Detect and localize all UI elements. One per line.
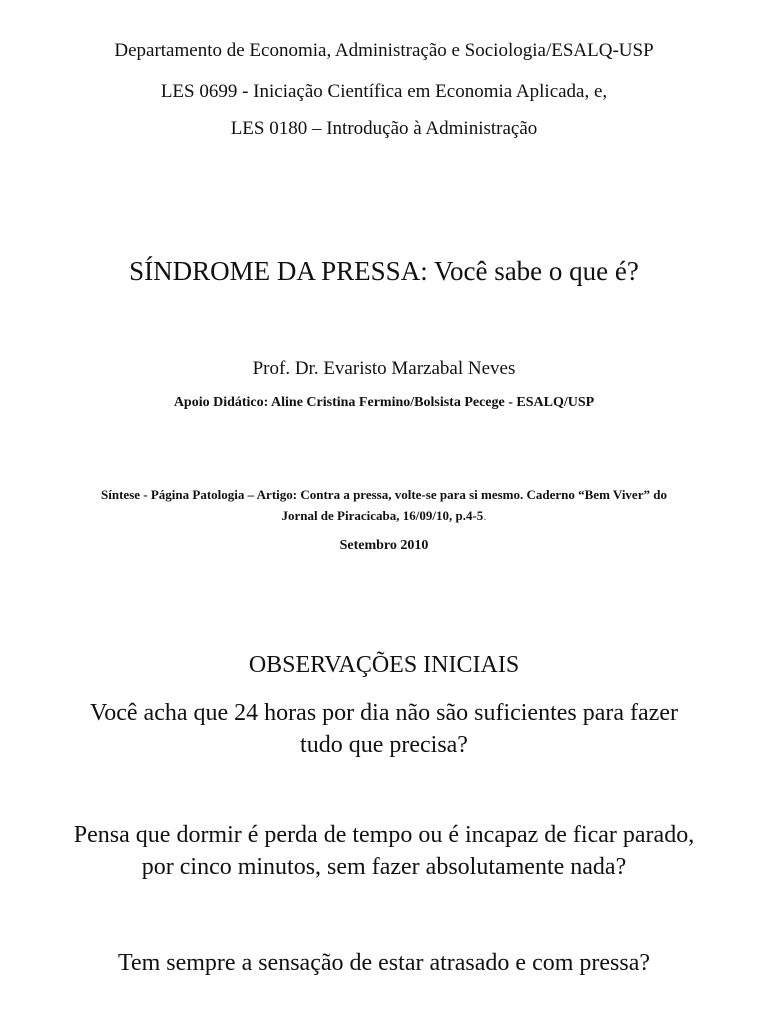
synthesis-end-mark: . <box>483 508 487 523</box>
question-1-line-2: tudo que precisa? <box>300 732 468 758</box>
header-course-les0180: LES 0180 – Introdução à Administração <box>230 118 538 139</box>
section-title: OBSERVAÇÕES INICIAIS <box>248 652 520 678</box>
synthesis-line-1: Síntese - Página Patologia – Artigo: Contra a pressa, volte-se para si mesmo. Caderno “Bem Viver” do <box>101 487 667 502</box>
author-name: Prof. Dr. Evaristo Marzabal Neves <box>252 358 516 379</box>
document-date: Setembro 2010 <box>339 538 429 553</box>
didactic-support: Apoio Didático: Aline Cristina Fermino/Bolsista Pecege - ESALQ/USP <box>173 395 595 410</box>
header-department: Departamento de Economia, Administração e Sociologia/ESALQ-USP <box>114 40 654 61</box>
question-3-line-1: Tem sempre a sensação de estar atrasado e com pressa? <box>117 950 651 976</box>
header-course-les0699: LES 0699 - Iniciação Científica em Economia Aplicada, e, <box>160 81 608 102</box>
question-2-line-2: por cinco minutos, sem fazer absolutamente nada? <box>141 854 627 880</box>
synthesis-line-2 <box>0 508 768 524</box>
question-1-line-1: Você acha que 24 horas por dia não são suficientes para fazer <box>90 700 678 726</box>
synthesis-source: Jornal de Piracicaba, 16/09/10, p.4-5 <box>281 508 484 523</box>
document-title: SÍNDROME DA PRESSA: Você sabe o que é? <box>129 256 639 286</box>
question-2-line-1: Pensa que dormir é perda de tempo ou é incapaz de ficar parado, <box>73 822 695 848</box>
